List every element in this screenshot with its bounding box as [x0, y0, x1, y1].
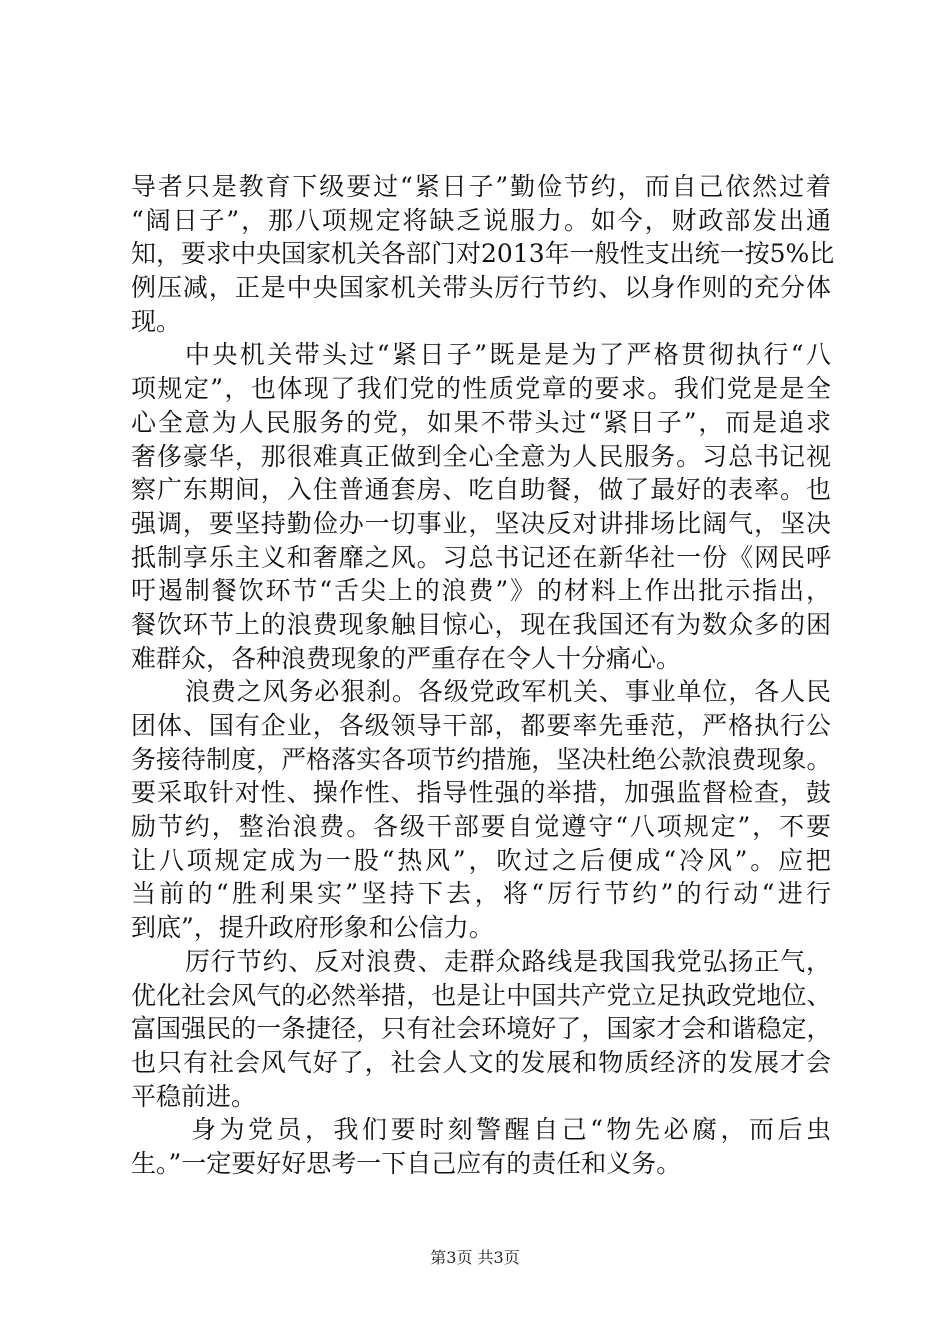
paragraph-first-line: 中央机关带头过“紧日子”既是是为了严格贯彻执行“八	[185, 340, 831, 370]
text-line: 知，要求中央国家机关各部门对2013年一般性支出统一按5%比	[131, 239, 835, 269]
text-line: 励节约，整治浪费。各级干部要自觉遵守“八项规定”，不要	[131, 812, 831, 842]
text-line: “阔日子”，那八项规定将缺乏说服力。如今，财政部发出通	[131, 205, 831, 235]
text-line: 奢侈豪华，那很难真正做到全心全意为人民服务。习总书记视	[131, 441, 831, 471]
text-line: 团体、国有企业，各级领导干部，都要率先垂范，严格执行公	[131, 711, 831, 740]
body-text	[131, 170, 835, 1181]
text-line: 富国强民的一条捷径，只有社会环境好了，国家才会和谐稳定，	[131, 1014, 831, 1044]
text-line: 察广东期间，入住普通套房、吃自助餐，做了最好的表率。也	[131, 475, 831, 505]
text-line: 吁遏制餐饮环节“舌尖上的浪费”》的材料上作出批示指出，	[131, 576, 831, 606]
text-line: 也只有社会风气好了，社会人文的发展和物质经济的发展才会	[131, 1047, 831, 1077]
text-line: 难群众，各种浪费现象的严重存在令人十分痛心。	[131, 643, 682, 673]
text-line: 抵制享乐主义和奢靡之风。习总书记还在新华社一份《网民呼	[131, 542, 831, 572]
paragraph-first-line: 身为党员，我们要时刻警醒自己“物先必腐，而后虫	[191, 1115, 831, 1145]
text-line: 项规定”，也体现了我们党的性质党章的要求。我们党是是全	[131, 374, 831, 404]
text-line: 要采取针对性、操作性、指导性强的举措，加强监督检查，鼓	[131, 778, 831, 808]
text-line: 餐饮环节上的浪费现象触目惊心，现在我国还有为数众多的困	[131, 609, 831, 639]
text-line: 生。”一定要好好思考一下自己应有的责任和义务。	[131, 1148, 682, 1178]
text-line: 导者只是教育下级要过“紧日子”勤俭节约，而自己依然过着	[131, 172, 831, 201]
paragraph-first-line: 厉行节约、反对浪费、走群众路线是我国我党弘扬正气，	[185, 946, 831, 976]
text-line: 让八项规定成为一股“热风”，吹过之后便成“冷风”。应把	[131, 845, 831, 875]
text-line: 平稳前进。	[131, 1081, 257, 1111]
paragraph-first-line: 浪费之风务必狠刹。各级党政军机关、事业单位，各人民	[185, 677, 831, 707]
text-line: 强调，要坚持勤俭办一切事业，坚决反对讲排场比阔气，坚决	[131, 508, 831, 538]
text-line: 现。	[131, 306, 182, 336]
text-line: 优化社会风气的必然举措，也是让中国共产党立足执政党地位、	[131, 980, 831, 1010]
text-line: 到底”，提升政府形象和公信力。	[131, 913, 494, 943]
text-line: 例压减，正是中央国家机关带头厉行节约、以身作则的充分体	[131, 273, 831, 303]
text-line: 务接待制度，严格落实各项节约措施，坚决杜绝公款浪费现象。	[131, 744, 831, 774]
page-number-footer: 第3页 共3页	[430, 1248, 520, 1267]
text-line: 当前的“胜利果实”坚持下去，将“厉行节约”的行动“进行	[131, 879, 831, 909]
text-line: 心全意为人民服务的党，如果不带头过“紧日子”，而是追求	[131, 407, 831, 437]
